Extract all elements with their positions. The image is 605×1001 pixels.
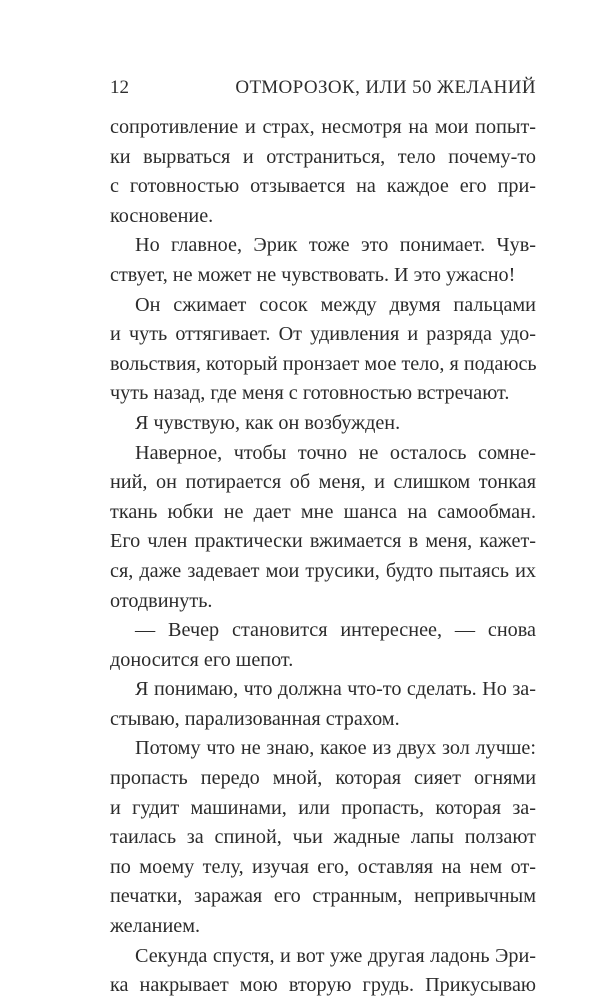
text-line: Я чувствую, как он возбужден.: [135, 411, 401, 434]
running-title: ОТМОРОЗОК, ИЛИ 50 ЖЕЛАНИЙ: [235, 77, 536, 98]
text-line: Он сжимает сосок между двумя пальцами: [135, 293, 536, 316]
body-text: [110, 113, 536, 1001]
text-line: Но главное, Эрик тоже это понимает. Чув-: [135, 234, 536, 257]
text-line: ткань юбки не дает мне шанса на самообман.: [110, 500, 536, 523]
text-line: ка накрывает мою вторую грудь. Прикусываю: [110, 974, 536, 997]
text-line: желанием.: [110, 915, 201, 938]
text-line: ствует, не может не чувствовать. И это ужасно!: [110, 263, 516, 286]
text-line: вольствия, который пронзает мое тело, я подаюсь: [110, 352, 537, 375]
text-line: — Вечер становится интереснее, — снова: [135, 619, 536, 642]
running-head: [110, 76, 536, 100]
text-line: чуть назад, где меня с готовностью встречают.: [110, 382, 510, 405]
text-line: Потому что не знаю, какое из двух зол лучше:: [135, 737, 536, 760]
text-line: стываю, парализованная страхом.: [110, 707, 400, 730]
text-line: ки вырваться и отстраниться, тело почему-то: [110, 145, 536, 168]
text-line: ся, даже задевает мои трусики, будто пытаясь их: [110, 559, 536, 582]
text-line: косновение.: [110, 204, 214, 227]
text-line: печатки, заражая его странным, непривычным: [110, 885, 536, 908]
text-line: и чуть оттягивает. От удивления и разряда удо-: [110, 323, 536, 346]
text-line: Наверное, чтобы точно не осталось сомне-: [135, 441, 536, 464]
text-line: пропасть передо мной, которая сияет огнями: [110, 767, 536, 790]
text-line: сопротивление и страх, несмотря на мои попыт-: [110, 116, 536, 138]
text-line: и гудит машинами, или пропасть, которая за-: [110, 796, 536, 819]
text-line: Его член практически вжимается в меня, кажет-: [110, 530, 536, 553]
text-line: Секунда спустя, и вот уже другая ладонь Эри-: [135, 944, 536, 967]
text-line: доносится его шепот.: [110, 648, 294, 671]
text-line: ний, он потирается об меня, и слишком тонкая: [110, 471, 536, 494]
text-line: Я понимаю, что должна что-то сделать. Но за-: [135, 678, 536, 701]
text-line: по моему телу, изучая его, оставляя на нем от-: [110, 855, 536, 878]
page-number: 12: [110, 77, 129, 98]
text-line: отодвинуть.: [110, 589, 213, 612]
text-line: таилась за спиной, чьи жадные лапы ползают: [110, 826, 536, 849]
text-line: с готовностью отзывается на каждое его при-: [110, 175, 536, 198]
